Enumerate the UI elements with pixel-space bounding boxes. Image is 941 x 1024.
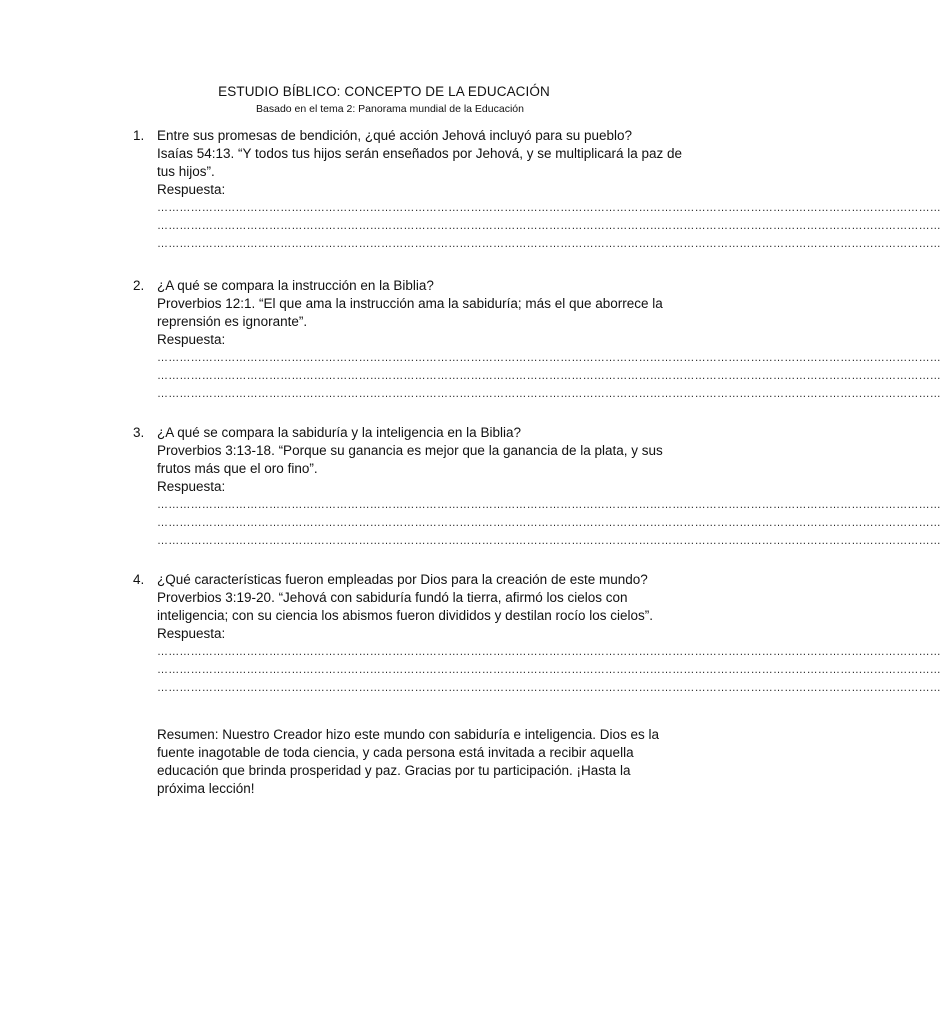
answer-label: Respuesta: — [157, 626, 226, 641]
verse-line: frutos más que el oro fino”. — [157, 461, 318, 476]
question-text: ¿A qué se compara la instrucción en la Biblia? — [157, 278, 434, 293]
answer-line[interactable]: ………………………………………………………………………………………………………………………………………………………………………………………… — [157, 202, 941, 214]
answer-label: Respuesta: — [157, 479, 226, 494]
question-number: 3. — [133, 425, 145, 440]
verse-line: inteligencia; con su ciencia los abismos fueron divididos y destilan rocío los cielos”. — [157, 608, 653, 623]
question-number: 4. — [133, 572, 145, 587]
document-title: ESTUDIO BÍBLICO: CONCEPTO DE LA EDUCACIÓN — [218, 84, 550, 99]
summary-line: educación que brinda prosperidad y paz. Gracias por tu participación. ¡Hasta la — [157, 763, 631, 778]
document-subtitle: Basado en el tema 2: Panorama mundial de la Educación — [256, 103, 524, 115]
answer-line[interactable]: ………………………………………………………………………………………………………………………………………………………………………………………… — [157, 370, 941, 382]
summary-paragraph — [157, 726, 660, 798]
verse-line: Proverbios 12:1. “El que ama la instrucción ama la sabiduría; más el que aborrece la — [157, 296, 663, 311]
verse-line: Proverbios 3:13-18. “Porque su ganancia es mejor que la ganancia de la plata, y sus — [157, 443, 663, 458]
verse-line: Proverbios 3:19-20. “Jehová con sabiduría fundó la tierra, afirmó los cielos con — [157, 590, 628, 605]
answer-label: Respuesta: — [157, 332, 226, 347]
summary-line: fuente inagotable de toda ciencia, y cada persona está invitada a recibir aquella — [157, 745, 634, 760]
question-text: ¿Qué características fueron empleadas por Dios para la creación de este mundo? — [157, 572, 648, 587]
answer-line[interactable]: ………………………………………………………………………………………………………………………………………………………………………………………… — [157, 535, 941, 547]
question-text: ¿A qué se compara la sabiduría y la inteligencia en la Biblia? — [157, 425, 521, 440]
summary-line: Resumen: Nuestro Creador hizo este mundo con sabiduría e inteligencia. Dios es la — [157, 727, 660, 742]
answer-line[interactable]: ………………………………………………………………………………………………………………………………………………………………………………………… — [157, 388, 941, 400]
answer-line[interactable]: ………………………………………………………………………………………………………………………………………………………………………………………… — [157, 646, 941, 658]
verse-line: reprensión es ignorante”. — [157, 314, 308, 329]
answer-line[interactable]: ………………………………………………………………………………………………………………………………………………………………………………………… — [157, 499, 941, 511]
answer-label: Respuesta: — [157, 182, 226, 197]
question-number: 2. — [133, 278, 145, 293]
answer-line[interactable]: ………………………………………………………………………………………………………………………………………………………………………………………… — [157, 682, 941, 694]
answer-line[interactable]: ………………………………………………………………………………………………………………………………………………………………………………………… — [157, 220, 941, 232]
question-text: Entre sus promesas de bendición, ¿qué acción Jehová incluyó para su pueblo? — [157, 128, 633, 143]
answer-line[interactable]: ………………………………………………………………………………………………………………………………………………………………………………………… — [157, 664, 941, 676]
question-number: 1. — [133, 128, 145, 143]
answer-line[interactable]: ………………………………………………………………………………………………………………………………………………………………………………………… — [157, 238, 941, 250]
verse-line: tus hijos”. — [157, 164, 215, 179]
answer-line[interactable]: ………………………………………………………………………………………………………………………………………………………………………………………… — [157, 517, 941, 529]
summary-line: próxima lección! — [157, 781, 255, 796]
verse-line: Isaías 54:13. “Y todos tus hijos serán enseñados por Jehová, y se multiplicará la paz de — [157, 146, 683, 161]
answer-line[interactable]: ………………………………………………………………………………………………………………………………………………………………………………………… — [157, 352, 941, 364]
